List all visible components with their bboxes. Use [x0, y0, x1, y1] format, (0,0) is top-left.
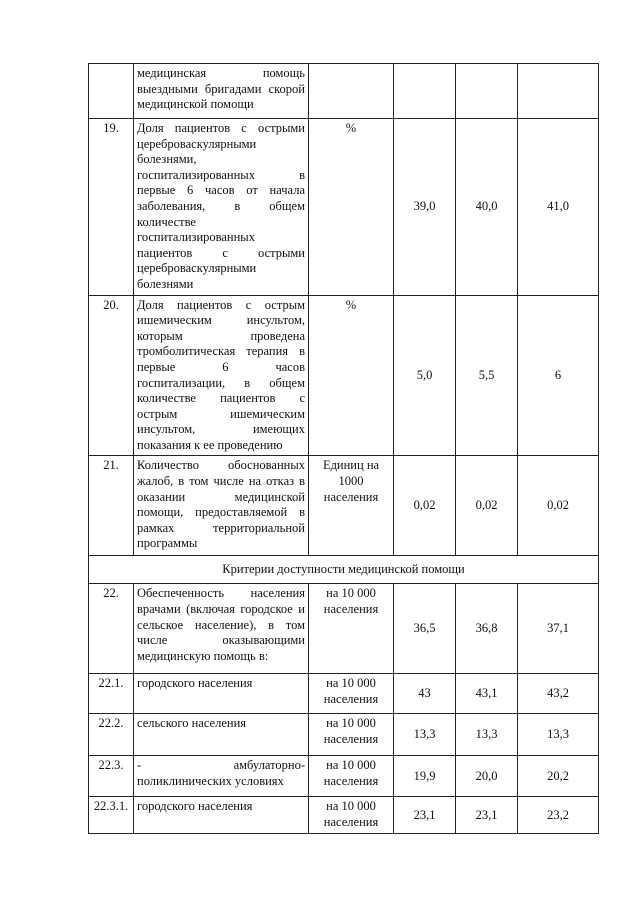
table-row [89, 456, 599, 556]
value-cell: 39,0 [394, 119, 456, 296]
section-row [89, 556, 599, 584]
value-cell: 40,0 [456, 119, 518, 296]
table-row [89, 714, 599, 756]
unit-cell: на 10 000 населения [309, 674, 394, 714]
indicator-text: - амбулаторно-поликлинических условиях [134, 756, 309, 797]
value-cell: 36,5 [394, 584, 456, 674]
unit-cell: % [309, 119, 394, 296]
value-cell: 20,2 [518, 756, 599, 797]
table-row [89, 674, 599, 714]
indicator-text: городского населения [134, 797, 309, 834]
value-cell: 6 [518, 295, 599, 456]
value-cell: 5,0 [394, 295, 456, 456]
indicator-text: сельского населения [134, 714, 309, 756]
value-cell: 23,2 [518, 797, 599, 834]
unit-cell: на 10 000 населения [309, 797, 394, 834]
table-row [89, 584, 599, 674]
value-cell: 0,02 [456, 456, 518, 556]
value-cell [518, 64, 599, 119]
indicator-text: Количество обоснованных жалоб, в том числе на отказ в оказании медицинской помощи, предоставляемой в рамках территориальной программы [134, 456, 309, 556]
unit-cell: на 10 000 населения [309, 756, 394, 797]
row-number: 22.1. [89, 674, 134, 714]
unit-cell: % [309, 295, 394, 456]
value-cell [394, 64, 456, 119]
value-cell [456, 64, 518, 119]
row-number: 22.3.1. [89, 797, 134, 834]
row-number: 22. [89, 584, 134, 674]
row-number: 22.3. [89, 756, 134, 797]
value-cell: 0,02 [518, 456, 599, 556]
unit-cell: на 10 000 населения [309, 584, 394, 674]
unit-cell: на 10 000 населения [309, 714, 394, 756]
value-cell: 13,3 [394, 714, 456, 756]
value-cell: 41,0 [518, 119, 599, 296]
value-cell: 43,2 [518, 674, 599, 714]
section-title: Критерии доступности медицинской помощи [89, 556, 599, 584]
indicator-text: Доля пациентов с острыми цереброваскулярными болезнями, госпитализированных в первые 6 часов от начала заболевания, в общем количестве госпитализированных пациентов с острыми цереброваскулярными болезнями [134, 119, 309, 296]
row-number: 20. [89, 295, 134, 456]
value-cell: 13,3 [518, 714, 599, 756]
value-cell: 37,1 [518, 584, 599, 674]
unit-cell: Единиц на 1000 населения [309, 456, 394, 556]
value-cell: 0,02 [394, 456, 456, 556]
value-cell: 5,5 [456, 295, 518, 456]
table-row [89, 64, 599, 119]
indicator-text: Доля пациентов с острым ишемическим инсультом, которым проведена тромболитическая терапия в первые 6 часов госпитализации, в общем количестве пациентов с острым ишемическим инсультом, имеющих показания к ее проведению [134, 295, 309, 456]
row-number [89, 64, 134, 119]
value-cell: 43,1 [456, 674, 518, 714]
criteria-table [88, 63, 599, 834]
value-cell: 36,8 [456, 584, 518, 674]
value-cell: 43 [394, 674, 456, 714]
indicator-text: Обеспеченность населения врачами (включая городское и сельское население), в том числе оказывающими медицинскую помощь в: [134, 584, 309, 674]
value-cell: 20,0 [456, 756, 518, 797]
value-cell: 23,1 [456, 797, 518, 834]
unit-cell [309, 64, 394, 119]
row-number: 21. [89, 456, 134, 556]
table-row [89, 756, 599, 797]
row-number: 19. [89, 119, 134, 296]
table-row [89, 119, 599, 296]
indicator-text: медицинская помощь выездными бригадами скорой медицинской помощи [134, 64, 309, 119]
indicator-text: городского населения [134, 674, 309, 714]
table-row [89, 797, 599, 834]
value-cell: 19,9 [394, 756, 456, 797]
row-number: 22.2. [89, 714, 134, 756]
value-cell: 13,3 [456, 714, 518, 756]
value-cell: 23,1 [394, 797, 456, 834]
table-row [89, 295, 599, 456]
